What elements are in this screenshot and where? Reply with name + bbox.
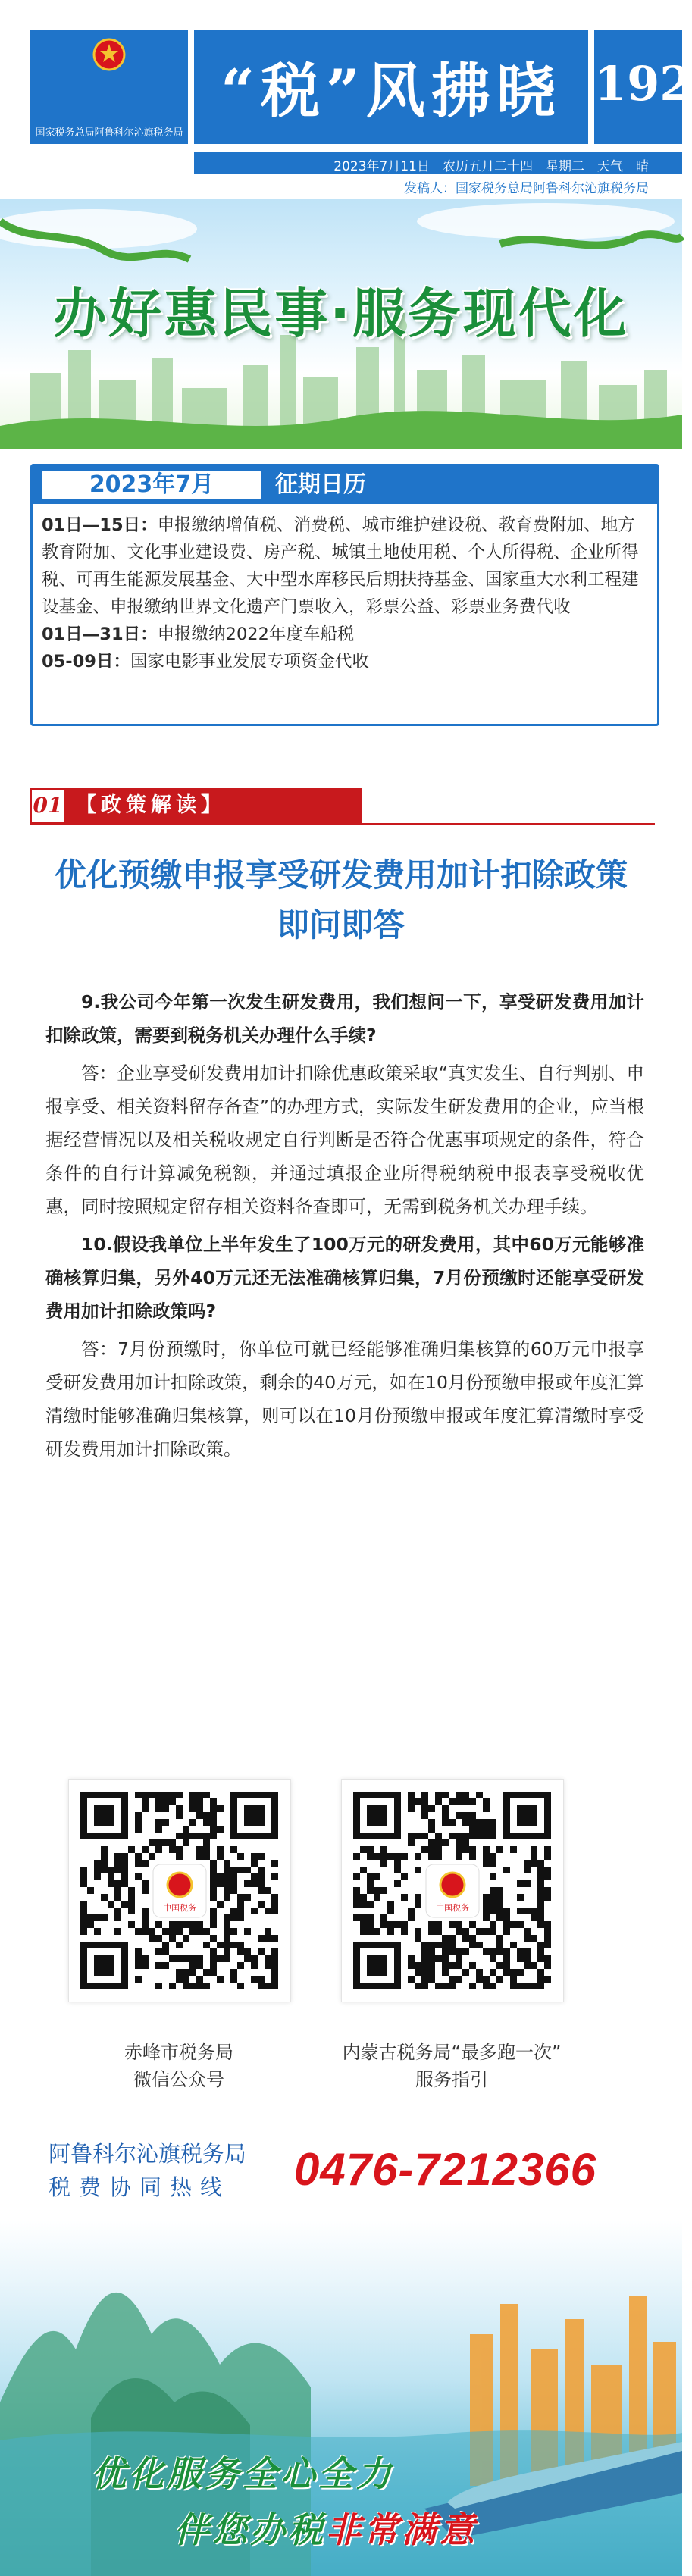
calendar-body — [42, 512, 648, 675]
emblem-caption: 国家税务总局阿鲁科尔沁旗税务局 — [35, 127, 183, 139]
publisher-text: 发稿人：国家税务总局阿鲁科尔沁旗税务局 — [404, 181, 649, 196]
calendar-row — [42, 512, 648, 621]
section-label: 【政策解读】 — [76, 793, 226, 817]
calendar-row-dates: 01日—15日： — [42, 515, 158, 535]
calendar-row-dates: 01日—31日： — [42, 624, 158, 644]
calendar-row-dates: 05-09日： — [42, 652, 130, 671]
footer-illustration — [0, 2221, 682, 2576]
hero-banner — [0, 199, 682, 449]
svg-text:中国税务: 中国税务 — [163, 1903, 196, 1913]
calendar-month: 2023年7月 — [42, 471, 261, 499]
issue-number: 192 — [594, 56, 692, 111]
calendar-row-text: 申报缴纳2022年度车船税 — [157, 624, 355, 644]
qr-caption-line: 服务指引 — [415, 2069, 488, 2090]
footer-slogan-red: 非常满意 — [326, 2509, 478, 2550]
banner-slogan: 办好惠民事·服务现代化 — [53, 283, 629, 345]
article-question: 9.我公司今年第一次发生研发费用，我们想问一下，享受研发费用加计扣除政策，需要到税务机关办理什么手续? — [45, 991, 644, 1046]
qr-code-service-guide[interactable] — [341, 1779, 564, 2002]
calendar-row — [42, 621, 648, 648]
svg-text:中国税务: 中国税务 — [436, 1903, 469, 1913]
calendar-label: 征期日历 — [275, 471, 366, 498]
qr-code-icon — [342, 1780, 563, 2002]
footer-slogan-line1: 优化服务全心全力 — [91, 2453, 394, 2494]
article-title: 优化预缴申报享受研发费用加计扣除政策即问即答 — [54, 856, 628, 944]
newsletter-title: “税”风拂晓 — [221, 57, 562, 126]
calendar-header — [33, 466, 657, 504]
title-panel — [194, 30, 588, 144]
qr-caption-line: 赤峰市税务局 — [124, 2042, 233, 2063]
hotline-label: 税费协同热线 — [49, 2174, 231, 2200]
qr-caption-line: 内蒙古税务局“最多跑一次” — [342, 2042, 562, 2063]
dateline-bar — [194, 152, 682, 174]
calendar-row-text: 国家电影事业发展专项资金代收 — [130, 652, 369, 671]
section-tag — [30, 788, 362, 823]
issue-panel — [594, 30, 692, 144]
qr-caption-guide — [327, 2039, 577, 2093]
calendar-row-text: 申报缴纳增值税、消费税、城市维护建设税、教育费附加、地方教育附加、文化事业建设费、房产税、城镇土地使用税、个人所得税、企业所得税、可再生能源发展基金、大中型水库移民后期扶持基金、国家重大水利工程建设基金、申报缴纳世界文化遗产门票收入，彩票公益、彩票业务费代收 — [42, 515, 639, 617]
emblem-panel — [30, 30, 188, 144]
qr-code-chifeng-wechat[interactable] — [68, 1779, 291, 2002]
article-question: 10.假设我单位上半年发生了100万元的研发费用，其中60万元能够准确核算归集，另外40万元还无法准确核算归集，7月份预缴时还能享受研发费用加计扣除政策吗? — [45, 1234, 644, 1322]
masthead — [0, 0, 692, 152]
footer-slogan-green: 伴您办税 — [174, 2509, 326, 2550]
qr-code-icon — [69, 1780, 290, 2002]
article-body — [45, 985, 644, 1470]
tax-emblem-icon — [92, 38, 126, 71]
tax-calendar — [30, 464, 659, 726]
hotline-org-name: 阿鲁科尔沁旗税务局 — [49, 2141, 247, 2167]
dateline-text: 2023年7月11日 农历五月二十四 星期二 天气 晴 — [333, 159, 649, 174]
section-divider — [30, 823, 655, 825]
calendar-row — [42, 648, 648, 675]
hotline-organization — [49, 2137, 291, 2204]
qr-caption-line: 微信公众号 — [133, 2069, 224, 2090]
section-number: 01 — [30, 788, 65, 823]
publisher-line — [194, 177, 682, 196]
article-answer: 答：7月份预缴时，你单位可就已经能够准确归集核算的60万元申报享受研发费用加计扣除政策，剩余的40万元，如在10月份预缴申报或年度汇算清缴时能够准确归集核算，则可以在10月份预缴申报或年度汇算清缴时享受研发费用加计扣除政策。 — [45, 1338, 644, 1460]
footer-slogan-line2 — [174, 2502, 675, 2553]
article-answer: 答：企业享受研发费用加计扣除优惠政策采取“真实发生、自行判别、申报享受、相关资料留存备查”的办理方式，实际发生研发费用的企业，应当根据经营情况以及相关税收规定自行判断是否符合优惠事项规定的条件，符合条件的自行计算减免税额，并通过填报企业所得税纳税申报表享受税收优惠，同时按照规定留存相关资料备查即可，无需到税务机关办理手续。 — [45, 1063, 644, 1217]
hotline-number[interactable]: 0476-7212366 — [294, 2144, 597, 2195]
qr-caption-chifeng — [54, 2039, 304, 2093]
